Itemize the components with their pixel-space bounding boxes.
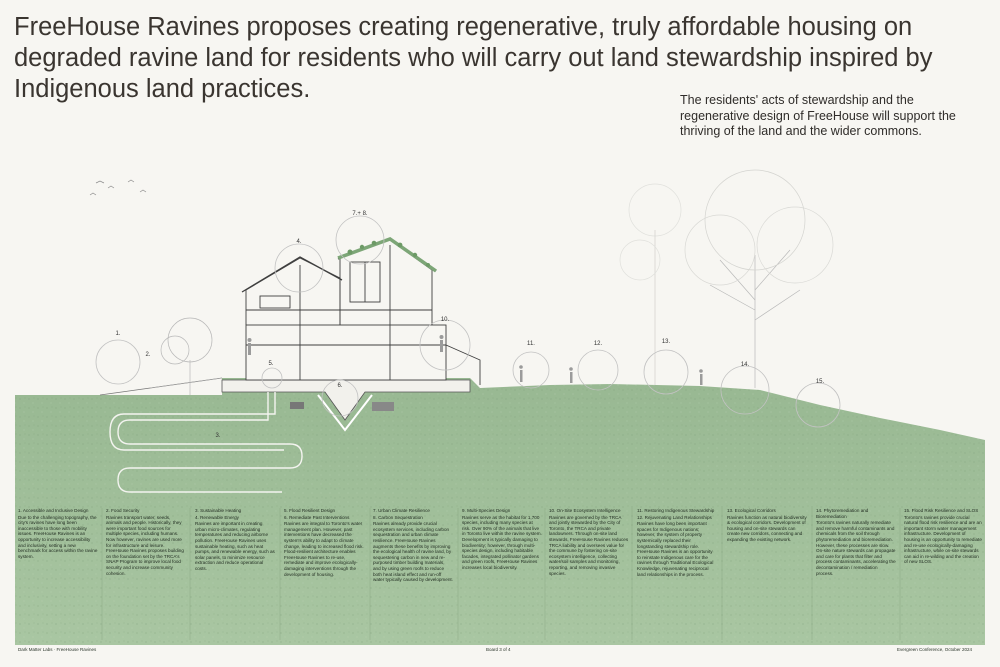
column-climate-carbon: [373, 508, 453, 585]
column-title: 11. Restoring Indigenous Stewardship: [637, 508, 715, 513]
column-ecological-corridors: [727, 508, 807, 545]
column-title-2: 8. Carbon Sequestration: [373, 514, 423, 520]
column-body: Due to the challenging topography, the city's ravines have long been inaccessible to those with mobility issues. FreeHouse Ravines is an opportunity to increase accessibility and inclusivity, setting a new benchmark for access within the ravine system.: [18, 514, 98, 559]
marker-2: 2.: [145, 352, 151, 358]
column-title: 7. Urban Climate Resilience: [373, 508, 430, 513]
marker-14: 14.: [740, 362, 750, 368]
column-food-security: [106, 508, 186, 578]
footer-right: Evergreen Conference, October 2024: [897, 647, 973, 652]
marker-6: 6.: [337, 383, 343, 389]
column-body: Toronto's ravines provide crucial natural flood risk resilience and are an important storm water management infrastructure. Development of housing is an opportunity to remediate and re-use ecologically-damaging infrastructure, while on-site stewards can aid in re-wilding and the creation of new SLOS.: [904, 514, 982, 565]
column-indigenous-stewardship: [637, 508, 717, 579]
column-body: Ravines already provide crucial ecosystem services, including carbon sequestration and urban climate resilience. FreeHouse Ravines augments these benefits by improving the ecological health of ravine land, by sequestering carbon in new and re-purposed timber building materials, and by using green roofs to reduce both heat island effect and run-off water typically caused by development.: [373, 521, 453, 583]
house: [242, 239, 480, 385]
column-body: Ravines serve as the habitat for 1,700 species, including many species at risk. Over 90% of the animals that live in Toronto live within the ravine system. Development is typically damaging to biodiversity; however, through multi-species design, including habitable facades, integrated pollinator gardens and green roofs, FreeHouse Ravines increases local biodiversity.: [462, 514, 542, 570]
column-body: Ravines function as natural biodiversity & ecological corridors. Development of housing and on-site stewards can create new corridors, connecting and expanding the existing network.: [727, 514, 807, 542]
column-title: 2. Food Security: [106, 508, 140, 513]
column-body: Ravines are governed by the TRCA and jointly stewarded by the City of Toronto, the TRCA and private landowners. Through on-site land stewards, FreeHouse Ravines reduces TRCA liability and oversees value for the commune by fostering on-site ecosystem intelligence, collecting water/soil samples and monitoring, reporting, and removing invasive species.: [549, 514, 629, 576]
column-body: Ravines transport water, seeds, animals and people. Historically, they were important food sources for multiple species, including humans. Now however, ravines are used more for infrastructure and leisure. FreeHouse Ravines proposes building on the foundation set by the TRCA's SNAP Program to improve local food security and increase community cohesion.: [106, 514, 184, 576]
footer-center: Board 3 of 4: [486, 647, 511, 652]
column-title: 15. Flood Risk Resilience and SLOS: [904, 508, 979, 513]
column-title-2: 4. Renewable Energy: [195, 514, 239, 520]
marker-3: 3.: [215, 433, 221, 439]
column-title: 3. Sustainable Heating: [195, 508, 242, 513]
column-title-2: 12. Rejuvenating Land Relationships: [637, 514, 712, 520]
column-accessible-design: [18, 508, 98, 561]
birds: [90, 180, 146, 195]
column-flood-design: [284, 508, 364, 579]
marker-7-8: 7.+ 8.: [352, 211, 368, 217]
column-title: 13. Ecological Corridors: [727, 508, 776, 513]
column-ecosystem-intelligence: [549, 508, 629, 578]
marker-5: 5.: [268, 361, 274, 367]
green-roof: [338, 239, 436, 271]
column-title: 10. On-Site Ecosystem Intelligence: [549, 508, 621, 513]
column-body: Ravines are important in creating urban micro-climates, regulating temperatures and reducing airborne pollution. FreeHouse Ravines uses sustainable heating, such as heat pumps, and renewable energy, such as solar panels, to minimize resource extraction and reduce operational costs.: [195, 521, 275, 571]
marker-12: 12.: [593, 341, 603, 347]
column-body: Toronto's ravines naturally remediate and remove harmful contaminants and chemicals from the soil through phytoremediation and bioremediation. However, these processes are slow. On-site nature stewards can propagate and care for plants that filter and process contaminants, accelerating the decontamination / remediation process.: [816, 520, 896, 576]
headline: FreeHouse Ravines proposes creating regenerative, truly affordable housing on degraded ravine land for residents who will carry out land stewardship inspired by Indigenous land practices.: [14, 13, 933, 103]
column-title: 1. Accessible and Inclusive Design: [18, 508, 89, 513]
marker-10: 10.: [440, 317, 450, 323]
marker-1: 1.: [115, 331, 121, 337]
footer-left: Dark Matter Labs · FreeHouse Ravines: [18, 647, 97, 652]
marker-4: 4.: [296, 239, 302, 245]
column-body: Ravines have long been important spaces for Indigenous nations; however, the system of property systemically replaced their longstanding stewardship role. FreeHouse Ravines is an opportunity to reinstate Indigenous care for the ravines through Traditional Ecological Knowledge, rejuvenating reciprocal land relationships in the process.: [637, 521, 714, 577]
column-title: 9. Multi-Species Design: [462, 508, 511, 513]
column-body: Ravines are integral to Toronto's water management plan. However, past interventions have decreased the system's ability to adapt to climate change, leading to increased flood risk. Flood-resilient architecture enables FreeHouse Ravines to re-use, remediate and improve ecologically-damaging interventions through the development of housing.: [284, 521, 364, 577]
marker-11: 11.: [527, 341, 535, 347]
column-title: 5. Flood Resilient Design: [284, 508, 336, 513]
column-flood-risk: [904, 508, 982, 567]
column-title: 14. Phytoremediation and Bioremediation: [816, 508, 869, 519]
subhead: The residents' acts of stewardship and the regenerative design of FreeHouse will support the thriving of the land and the wider commons.: [680, 93, 956, 138]
marker-13: 13.: [661, 339, 671, 345]
column-heating-energy: [195, 508, 275, 574]
column-multi-species: [462, 508, 542, 573]
column-phytoremediation: [816, 508, 896, 578]
marker-15: 15.: [815, 379, 825, 385]
column-title-2: 6. Remediate Past Interventions: [284, 514, 350, 520]
